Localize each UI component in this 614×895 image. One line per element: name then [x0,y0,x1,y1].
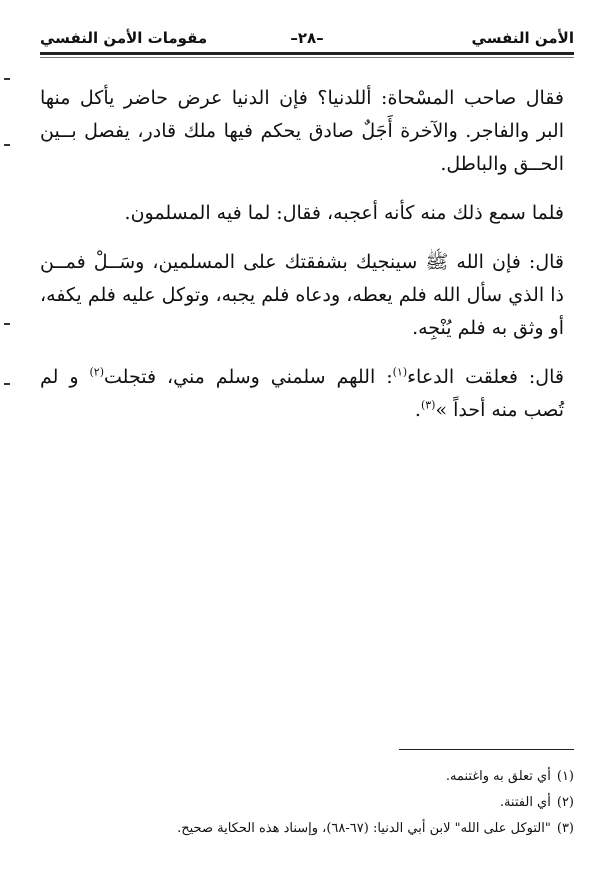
footnote [40,790,574,816]
paragraph-2: فلما سمع ذلك منه كأنه أعجبه، فقال: لما فيه المسلمون. [124,202,564,224]
main-text [40,82,564,443]
running-header [40,28,574,52]
paragraph-4-text-a: قال: فعلقت الدعاء [407,366,564,388]
header-rule-secondary [40,57,574,58]
footnote-text: أي الفتنة. [499,795,551,810]
paragraph-4 [40,361,564,427]
margin-mark [4,323,10,325]
paragraph-4-text-b: : اللهم سلمني وسلم مني، فتجلت [104,366,393,388]
footnote-number: (٣) [556,821,574,836]
paragraph-3: قال: فإن الله ﷺ سينجيك بشفقتك على المسلمين، وسَــلْ فمــن ذا الذي سأل الله فلم يعطه، ودعاه فلم يجبه، وتوكل عليه فلم يكفه، أو وثق به فلم يُنْجِه. [40,251,564,339]
footnote-text: "التوكل على الله" لابن أبي الدنيا: (٦٧-٦٨)، وإسناد هذه الحكاية صحيح. [177,821,551,836]
margin-mark [4,144,10,146]
footnote [40,816,574,842]
book-title: الأمن النفسي [471,29,574,47]
chapter-title: مقومات الأمن النفسي [40,29,208,47]
page-number: –٢٨– [290,29,324,47]
footnote-ref-3: (٣) [420,398,436,412]
footnote-number: (٢) [556,795,574,810]
paragraph-4-text-c: و لم تُصب منه أحداً » [40,366,564,421]
paragraph-1: فقال صاحب المسْحاة: أللدنيا؟ فإن الدنيا عرض حاضر يأكل منها البر والفاجر. والآخرة أَجَلٌ صادق يحكم فيها ملك قادر، يفصل بــين الحــق والباطل. [40,87,564,175]
footnote [40,764,574,790]
footnotes [40,764,574,842]
footnote-text: أي تعلق به واغتنمه. [445,769,551,784]
footnote-separator [399,749,574,750]
footnote-number: (١) [556,769,574,784]
footnote-ref-2: (٢) [89,365,105,379]
margin-mark [4,78,10,80]
margin-mark [4,383,10,385]
header-rule [40,52,574,55]
footnote-ref-1: (١) [392,365,408,379]
paragraph-4-end: . [414,399,421,421]
